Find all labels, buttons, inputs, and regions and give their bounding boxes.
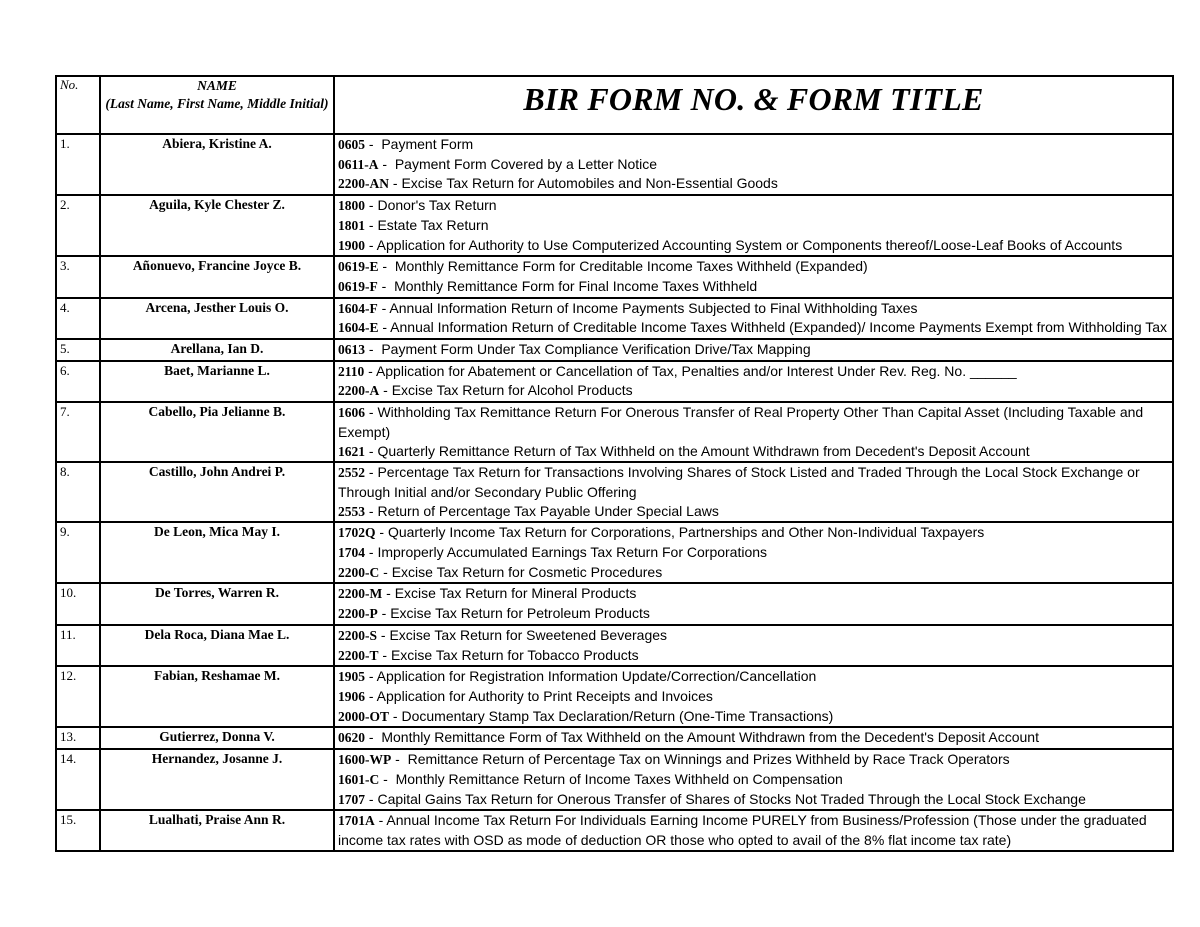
form-title: Excise Tax Return for Alcohol Products: [391, 382, 633, 399]
form-title: Excise Tax Return for Sweetened Beverages: [389, 626, 668, 643]
form-entry: [338, 687, 1169, 707]
form-separator: -: [365, 341, 382, 358]
form-separator: -: [378, 258, 395, 275]
student-name: Dela Roca, Diana Mae L.: [100, 625, 334, 666]
form-code: 1800: [338, 198, 365, 214]
form-title: Excise Tax Return for Cosmetic Procedures: [391, 563, 663, 580]
table-row: [56, 727, 1173, 749]
form-entry: [338, 174, 1169, 194]
form-separator: -: [365, 668, 377, 685]
form-entry: [338, 750, 1169, 770]
form-entry: [338, 811, 1169, 849]
form-entry: [338, 135, 1169, 155]
form-code: 0620: [338, 730, 365, 746]
form-code: 2200-AN: [338, 176, 389, 192]
form-code: 1601-C: [338, 771, 380, 787]
form-title: Monthly Remittance Form for Final Income Taxes Withheld: [394, 277, 758, 294]
form-separator: -: [365, 729, 382, 746]
form-separator: -: [365, 404, 378, 421]
header-name: [100, 76, 334, 134]
form-code: 1604-E: [338, 320, 379, 336]
form-title: Donor's Tax Return: [377, 197, 497, 214]
form-entry: [338, 340, 1169, 360]
table-row: [56, 625, 1173, 666]
form-title: Documentary Stamp Tax Declaration/Return (One-Time Transactions): [401, 707, 834, 724]
student-name: Aguila, Kyle Chester Z.: [100, 195, 334, 256]
student-name: Abiera, Kristine A.: [100, 134, 334, 195]
table-row: [56, 195, 1173, 256]
student-name: Baet, Marianne L.: [100, 361, 334, 402]
form-title: Application for Authority to Use Computerized Accounting System or Components thereof/Loose-Leaf Books of Accounts: [376, 236, 1123, 253]
form-list: [334, 583, 1173, 624]
form-list: [334, 256, 1173, 297]
form-list: [334, 727, 1173, 749]
row-number: 15.: [56, 810, 100, 850]
form-code: 1707: [338, 791, 365, 807]
form-separator: -: [365, 790, 378, 807]
form-title: Payment Form Under Tax Compliance Verification Drive/Tax Mapping: [381, 341, 811, 358]
student-name: Arcena, Jesther Louis O.: [100, 298, 334, 339]
table-row: [56, 256, 1173, 297]
student-name: De Leon, Mica May I.: [100, 522, 334, 583]
form-code: 2200-A: [338, 383, 380, 399]
form-entry: [338, 667, 1169, 687]
form-entry: [338, 646, 1169, 666]
form-title: Annual Information Return of Creditable Income Taxes Withheld (Expanded)/ Income Payments Exempt from Withholding Tax: [390, 319, 1168, 336]
form-entry: [338, 299, 1169, 319]
form-separator: -: [377, 626, 390, 643]
form-separator: -: [365, 197, 378, 214]
row-number: 11.: [56, 625, 100, 666]
student-name: Lualhati, Praise Ann R.: [100, 810, 334, 850]
header-form-title: BIR FORM NO. & FORM TITLE: [334, 76, 1173, 134]
table-header: [56, 76, 1173, 134]
form-separator: -: [382, 585, 395, 602]
table-row: [56, 810, 1173, 850]
form-code: 2200-S: [338, 627, 378, 643]
header-no: No.: [56, 76, 100, 134]
form-code: 1701A: [338, 813, 375, 829]
row-number: 3.: [56, 256, 100, 297]
form-title: Annual Information Return of Income Payments Subjected to Final Withholding Taxes: [389, 299, 918, 316]
form-entry: [338, 381, 1169, 401]
table-row: [56, 749, 1173, 810]
form-title: Remittance Return of Percentage Tax on Winnings and Prizes Withheld by Race Track Operators: [407, 751, 1010, 768]
form-title: Excise Tax Return for Mineral Products: [394, 585, 637, 602]
form-list: [334, 462, 1173, 522]
form-entry: [338, 155, 1169, 175]
form-title: Quarterly Remittance Return of Tax Withheld on the Amount Withdrawn from Decedent's Deposit Account: [377, 442, 1030, 459]
student-name: Gutierrez, Donna V.: [100, 727, 334, 749]
form-title: Estate Tax Return: [377, 216, 489, 233]
form-entry: [338, 604, 1169, 624]
student-name: Cabello, Pia Jelianne B.: [100, 402, 334, 462]
form-code: 2200-C: [338, 564, 380, 580]
form-list: [334, 625, 1173, 666]
form-list: [334, 195, 1173, 256]
form-title: Monthly Remittance Form for Creditable Income Taxes Withheld (Expanded): [394, 258, 868, 275]
row-number: 10.: [56, 583, 100, 624]
row-number: 4.: [56, 298, 100, 339]
form-separator: -: [379, 563, 392, 580]
form-separator: -: [365, 216, 378, 233]
form-code: 0605: [338, 137, 365, 152]
table-row: [56, 583, 1173, 624]
form-title: Application for Registration Information Update/Correction/Cancellation: [376, 668, 817, 685]
form-entry: [338, 543, 1169, 563]
form-code: 2200-T: [338, 647, 379, 663]
form-title: Quarterly Income Tax Return for Corporations, Partnerships and Other Non-Individual Taxpayers: [387, 524, 985, 541]
form-code: 2200-P: [338, 606, 378, 622]
table-row: [56, 522, 1173, 583]
form-separator: -: [364, 362, 376, 379]
form-code: 1606: [338, 405, 365, 421]
form-list: [334, 666, 1173, 727]
form-entry: [338, 728, 1169, 748]
row-number: 6.: [56, 361, 100, 402]
form-title: Annual Income Tax Return For Individuals Earning Income PURELY from Business/Profession (Those under the graduated income tax rates with OSD as mode of deduction OR those who opted to avail of the 8% flat income tax rate): [338, 812, 1147, 848]
form-list: [334, 361, 1173, 402]
form-separator: -: [379, 770, 396, 787]
form-separator: -: [377, 277, 395, 294]
form-separator: -: [378, 155, 395, 172]
form-separator: -: [391, 751, 408, 768]
assignment-table: [55, 75, 1174, 852]
student-name: Arellana, Ian D.: [100, 339, 334, 361]
document-page: [55, 75, 1172, 852]
form-code: 1702Q: [338, 525, 376, 541]
form-title: Payment Form: [381, 136, 474, 152]
student-name: De Torres, Warren R.: [100, 583, 334, 624]
table-row: [56, 298, 1173, 339]
form-entry: [338, 196, 1169, 216]
header-name-line2: (Last Name, First Name, Middle Initial): [105, 96, 329, 111]
form-entry: [338, 790, 1169, 810]
table-row: [56, 462, 1173, 522]
form-title: Payment Form Covered by a Letter Notice: [394, 155, 658, 172]
form-separator: -: [374, 812, 387, 829]
form-code: 2110: [338, 363, 365, 379]
form-entry: [338, 584, 1169, 604]
form-entry: [338, 403, 1169, 441]
form-code: 1900: [338, 237, 365, 253]
form-separator: -: [377, 605, 391, 622]
form-separator: -: [389, 175, 402, 192]
form-title: Withholding Tax Remittance Return For Onerous Transfer of Real Property Other Than Capital Asset (Including Taxable and Exempt): [338, 404, 1144, 440]
form-title: Excise Tax Return for Petroleum Products: [390, 605, 650, 622]
form-separator: -: [365, 136, 382, 152]
row-number: 5.: [56, 339, 100, 361]
form-code: 0619-E: [338, 259, 379, 275]
form-separator: -: [379, 382, 392, 399]
form-entry: [338, 707, 1169, 727]
form-separator: -: [365, 442, 378, 459]
form-separator: -: [378, 646, 391, 663]
form-code: 1905: [338, 669, 365, 685]
form-title: Excise Tax Return for Tobacco Products: [390, 646, 639, 663]
form-separator: -: [365, 464, 378, 481]
form-separator: -: [389, 707, 402, 724]
header-row: [56, 76, 1173, 134]
form-list: [334, 810, 1173, 850]
form-title: Application for Authority to Print Receipts and Invoices: [376, 687, 713, 704]
table-row: [56, 402, 1173, 462]
form-entry: [338, 442, 1169, 462]
form-entry: [338, 770, 1169, 790]
student-name: Fabian, Reshamae M.: [100, 666, 334, 727]
form-code: 2553: [338, 503, 365, 519]
form-title: Percentage Tax Return for Transactions Involving Shares of Stock Listed and Traded Through the Local Stock Exchange or Through Initial and/or Secondary Public Offering: [338, 464, 1140, 500]
form-entry: [338, 502, 1169, 522]
row-number: 14.: [56, 749, 100, 810]
form-entry: [338, 626, 1169, 646]
form-code: 1801: [338, 217, 365, 233]
row-number: 12.: [56, 666, 100, 727]
form-code: 1600-WP: [338, 752, 392, 768]
form-separator: -: [377, 299, 390, 316]
row-number: 1.: [56, 134, 100, 195]
form-list: [334, 339, 1173, 361]
header-name-line1: NAME: [197, 78, 237, 93]
form-code: 1704: [338, 545, 365, 561]
row-number: 7.: [56, 402, 100, 462]
form-title: Monthly Remittance Form of Tax Withheld on the Amount Withdrawn from the Decedent's Deposit Account: [381, 729, 1039, 746]
form-code: 2000-OT: [338, 708, 390, 724]
form-code: 1621: [338, 443, 365, 459]
form-entry: [338, 563, 1169, 583]
table-row: [56, 361, 1173, 402]
form-entry: [338, 523, 1169, 543]
student-name: Hernandez, Josanne J.: [100, 749, 334, 810]
form-list: [334, 749, 1173, 810]
row-number: 13.: [56, 727, 100, 749]
row-number: 8.: [56, 462, 100, 522]
form-separator: -: [365, 687, 377, 704]
row-number: 9.: [56, 522, 100, 583]
form-list: [334, 402, 1173, 462]
table-row: [56, 134, 1173, 195]
form-separator: -: [378, 319, 391, 336]
form-code: 0611-A: [338, 156, 379, 172]
form-list: [334, 522, 1173, 583]
form-list: [334, 134, 1173, 195]
form-separator: -: [375, 524, 388, 541]
form-code: 2552: [338, 465, 365, 481]
form-list: [334, 298, 1173, 339]
student-name: Castillo, John Andrei P.: [100, 462, 334, 522]
form-title: Improperly Accumulated Earnings Tax Return For Corporations: [377, 544, 768, 561]
form-entry: [338, 318, 1169, 338]
form-code: 2200-M: [338, 586, 383, 602]
table-row: [56, 339, 1173, 361]
form-separator: -: [365, 502, 378, 519]
student-name: Añonuevo, Francine Joyce B.: [100, 256, 334, 297]
form-code: 0613: [338, 342, 365, 358]
form-code: 1906: [338, 688, 365, 704]
form-entry: [338, 236, 1169, 256]
form-entry: [338, 277, 1169, 297]
form-entry: [338, 257, 1169, 277]
form-title: Application for Abatement or Cancellation of Tax, Penalties and/or Interest Under Rev. Reg. No. ______: [375, 362, 1017, 379]
form-title: Return of Percentage Tax Payable Under Special Laws: [377, 502, 719, 519]
form-entry: [338, 362, 1169, 382]
table-body: [56, 134, 1173, 851]
form-entry: [338, 216, 1169, 236]
form-code: 0619-F: [338, 278, 378, 294]
form-title: Capital Gains Tax Return for Onerous Transfer of Shares of Stocks Not Traded Through the Local Stock Exchange: [377, 790, 1086, 807]
form-title: Monthly Remittance Return of Income Taxes Withheld on Compensation: [395, 770, 843, 787]
form-title: Excise Tax Return for Automobiles and Non-Essential Goods: [401, 175, 778, 192]
table-row: [56, 666, 1173, 727]
form-entry: [338, 463, 1169, 501]
form-separator: -: [365, 236, 377, 253]
row-number: 2.: [56, 195, 100, 256]
form-separator: -: [365, 544, 378, 561]
form-code: 1604-F: [338, 300, 378, 316]
